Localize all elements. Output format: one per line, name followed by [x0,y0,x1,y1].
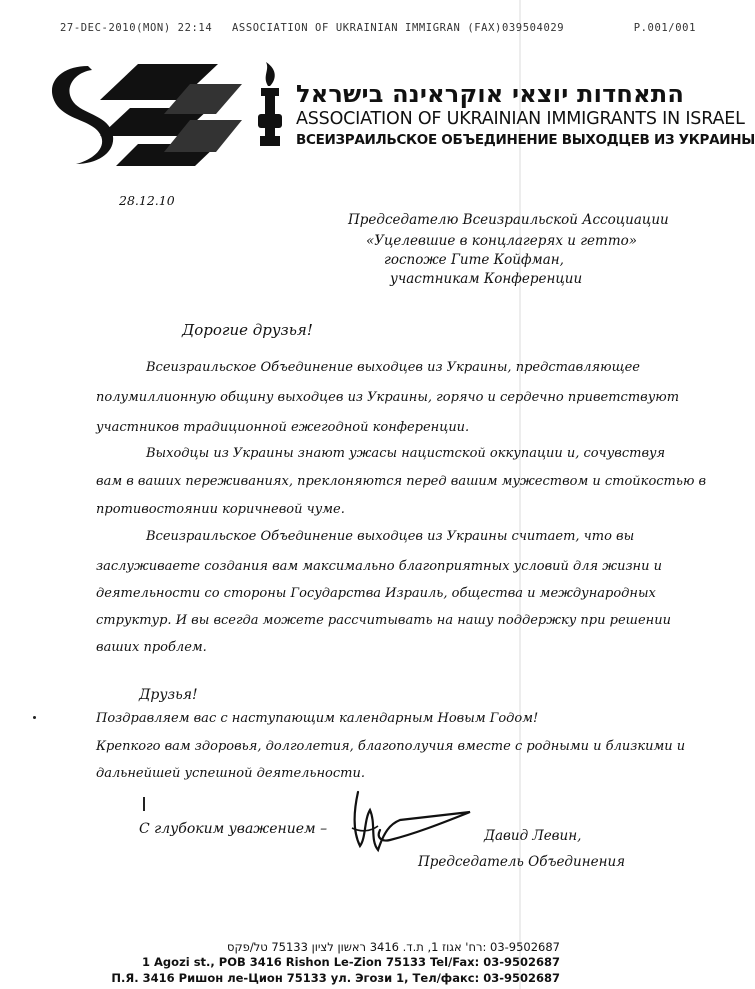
body-line: Всеизраильское Объединение выходцев из Украины, представляющее [146,360,640,375]
body-line: полумиллионную общину выходцев из Украины, горячо и сердечно приветствуют [96,390,680,405]
body-line: ваших проблем. [96,640,207,655]
addressee-line: участникам Конференции [390,271,583,287]
body-line: структур. И вы всегда можете рассчитывать на нашу поддержку при решении [96,613,671,628]
body-line: противостоянии коричневой чуме. [96,502,345,517]
body-line: деятельности со стороны Государства Израиль, общества и международных [96,586,656,601]
body-line: Крепкого вам здоровья, долголетия, благополучия вместе с родными и близкими и [96,739,686,754]
footer-english: 1 Agozi st., POB 3416 Rishon Le-Zion 75133 Tel/Fax: 03-9502687 [142,955,560,969]
handwritten-signature [330,780,480,860]
pen-mark [143,797,145,811]
signatory-title: Председатель Объединения [418,854,626,870]
footer-hebrew: 03-9502687 :רח' אגוז 1, ת.ד. 3416 ראשון לציון 75133 טל/פקס [227,940,560,954]
footer-russian: П.Я. 3416 Ришон ле-Цион 75133 ул. Эгози 1, Тел/факс: 03-9502687 [111,971,560,985]
logo-torch-icon [258,62,282,146]
addressee-line: Председателю Всеизраильской Ассоциации [348,212,669,228]
letterhead-english: ASSOCIATION OF UKRAINIAN IMMIGRANTS IN ISRAEL [296,109,745,129]
letterhead-hebrew: התאחדות יוצאי אוקראינה בישראל [296,80,685,108]
body-line: дальнейшей успешной деятельности. [96,766,366,781]
letterhead-russian: ВСЕИЗРАИЛЬСКОЕ ОБЪЕДИНЕНИЕ ВЫХОДЦЕВ ИЗ УКРАИНЫ [296,132,755,148]
association-logo [30,60,300,170]
body-line: заслуживаете создания вам максимально благоприятных условий для жизни и [96,559,662,574]
body-line-friends: Друзья! [139,687,198,703]
fax-header-page: P.001/001 [633,22,696,34]
body-line: Поздравляем вас с наступающим календарным Новым Годом! [96,711,539,726]
fax-header-date: 27-DEC-2010(MON) 22:14 [60,22,213,34]
body-line: Выходцы из Украины знают ужасы нацистской оккупации и, сочувствуя [146,446,666,461]
logo-swirl-icon [52,66,113,164]
addressee-line: госпоже Гите Койфман, [384,252,564,268]
fax-header [60,22,700,40]
scan-speck [33,716,36,719]
letter-date: 28.12.10 [119,193,175,208]
body-line: вам в ваших переживаниях, преклоняются перед вашим мужеством и стойкостью в [96,474,707,489]
greeting: Дорогие друзья! [182,321,313,339]
body-line: Всеизраильское Объединение выходцев из Украины считает, что вы [146,529,635,544]
addressee-line: «Уцелевшие в концлагерях и гетто» [366,233,638,249]
closing: С глубоким уважением – [139,821,328,837]
body-line: участников традиционной ежегодной конференции. [96,420,470,435]
signatory-name: Давид Левин, [484,828,582,844]
fax-header-sender: ASSOCIATION OF UKRAINIAN IMMIGRAN (FAX)039504029 [232,22,565,34]
